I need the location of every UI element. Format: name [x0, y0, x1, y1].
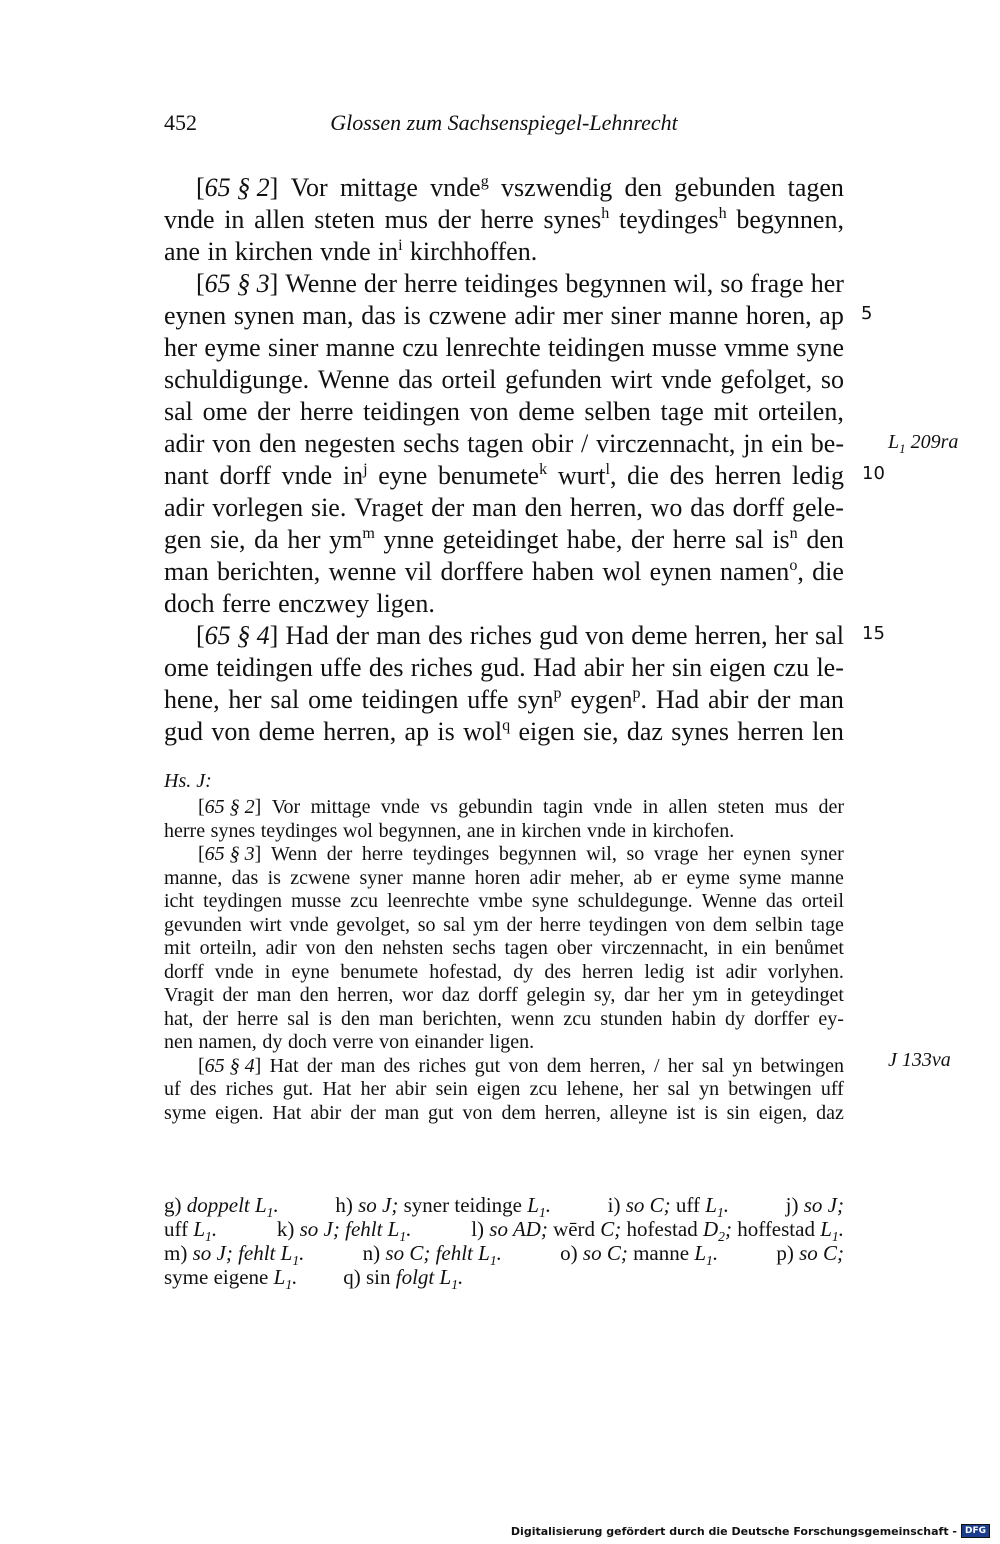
- line-number-5: 5: [861, 303, 873, 324]
- text-line: [65 § 4] Hat der man des riches gut von dem herren, / her sal yn betwingen: [198, 1054, 844, 1077]
- manuscript-j-text: [164, 770, 844, 1125]
- footnotes: [164, 1193, 844, 1293]
- text-line: gen sie, da her $ym^m$ ynne geteidinget habe, der herre sal $is^n$ den: [164, 524, 844, 554]
- text-line: dorff vnde in eyne benumete hofestad, dy des herren ledig ist adir vorlyhen.: [164, 960, 844, 983]
- text-line: gevunden wirt vnde gevolget, so sal ym der herre teydingen von dem selbin tage: [164, 913, 844, 936]
- text-line: herre synes teydinges wol begynnen, ane in kirchen vnde in kirchofen.: [164, 819, 735, 842]
- footnote-line: uff $L_1$. k) so J; fehlt $L_1$. l) so AD; wērd C; hofestad $D_2$; hoffestad $L_1$.: [164, 1217, 844, 1245]
- text-line: uf des riches gut. Hat her abir sein eigen zcu lehene, her sal yn betwingen uff: [164, 1078, 844, 1100]
- dfg-footer: [511, 1524, 990, 1538]
- text-line: [65 § 2] Vor mittage vnde vs gebundin tagin vnde in allen steten mus der: [198, 796, 844, 818]
- text-line: doch ferre enczwey ligen.: [164, 589, 435, 618]
- running-header: [164, 110, 844, 140]
- text-line: adir von den negesten sechs tagen obir / virczennacht, jn ein be-: [164, 429, 844, 458]
- text-line: vnde in allen steten mus der herre synes$^h$ teydinges$^h$ begynnen,: [164, 204, 844, 234]
- text-line: mit orteiln, adir von den nehsten sechs tagen ober virczennacht, in ein benůmet: [164, 937, 844, 959]
- text-line: nen namen, dy doch verre von einander ligen.: [164, 1031, 535, 1053]
- line-number-15: 15: [862, 623, 885, 644]
- page-number: 452: [164, 110, 197, 135]
- footnote-line: m) so J; fehlt $L_1$. n) so C; fehlt $L_1$. o) so C; manne $L_1$. p) so C;: [164, 1241, 844, 1269]
- text-line: gud von deme herren, ap is wol$^q$ eigen sie, daz synes herren len: [164, 716, 844, 746]
- footnote-line: g) doppelt $L_1$. h) so J; syner teidinge $L_1$. i) so C; uff $L_1$. j) so J;: [164, 1193, 844, 1221]
- margin-ref-L1: $L_1$ 209ra: [888, 431, 959, 456]
- text-line: nant dorff vnde $in^j$ eyne benumete$^k$ wurt$^l$, die des herren ledig: [164, 460, 844, 490]
- text-line: Vragit der man den herren, wor daz dorff gelegin sy, dar her ym in geteydinget: [164, 984, 844, 1006]
- text-line: sal ome der herre teidingen von deme selben tage mit orteilen,: [164, 397, 844, 426]
- text-line: hat, der herre sal is den man berichten, wenn zcu stunden habin dy dorffer ey-: [164, 1007, 844, 1030]
- text-line: her eyme siner manne czu lenrechte teidingen musse vmme syne: [164, 333, 844, 362]
- text-line: manne, das is zcwene syner manne horen adir meher, ab er eyme syme manne: [164, 866, 844, 889]
- text-line: schuldigunge. Wenne das orteil gefunden wirt vnde gefolget, so: [164, 365, 844, 394]
- text-line: [65 § 3] Wenn der herre teydinges begynnen wil, so vrage her eynen syner: [198, 843, 844, 865]
- text-line: [65 § 4] Had der man des riches gud von deme herren, her sal: [196, 621, 844, 650]
- text-line: [65 § 2] Vor mittage vnde$^g$ vszwendig den gebunden tagen: [196, 172, 844, 202]
- text-line: [65 § 3] Wenne der herre teidinges begynnen wil, so frage her: [196, 269, 844, 298]
- dfg-logo: DFG: [961, 1524, 990, 1538]
- text-line: man berichten, wenne vil dorffere haben wol eynen namen$^o$, die: [164, 556, 844, 586]
- running-title: Glossen zum Sachsenspiegel-Lehnrecht: [330, 110, 678, 135]
- hs-label: Hs. J:: [164, 770, 212, 792]
- text-line: hene, her sal ome teidingen uffe syn$^p$ eygen$^p$. Had abir der man: [164, 684, 844, 714]
- dfg-text: Digitalisierung gefördert durch die Deutsche Forschungsgemeinschaft -: [510, 1524, 957, 1538]
- text-line: syme eigen. Hat abir der man gut von dem herren, alleyne ist is sin eigen, daz: [164, 1101, 844, 1124]
- text-line: eynen synen man, das is czwene adir mer siner manne horen, ap: [164, 301, 844, 330]
- text-line: ane in kirchen vnde $in^i$ kirchhoffen.: [164, 236, 538, 266]
- line-number-10: 10: [862, 463, 885, 484]
- text-line: ome teidingen uffe des riches gud. Had abir her sin eigen czu le-: [164, 653, 844, 682]
- footnote-line: syme eigene $L_1$. q) sin folgt $L_1$.: [164, 1265, 464, 1293]
- main-text: [164, 172, 844, 748]
- margin-ref-J: J 133va: [888, 1049, 951, 1071]
- text-line: adir vorlegen sie. Vraget der man den herren, wo das dorff gele-: [164, 493, 844, 522]
- text-line: icht teydingen musse zcu leenrechte vmbe syne schuldegunge. Wenne das orteil: [164, 890, 844, 912]
